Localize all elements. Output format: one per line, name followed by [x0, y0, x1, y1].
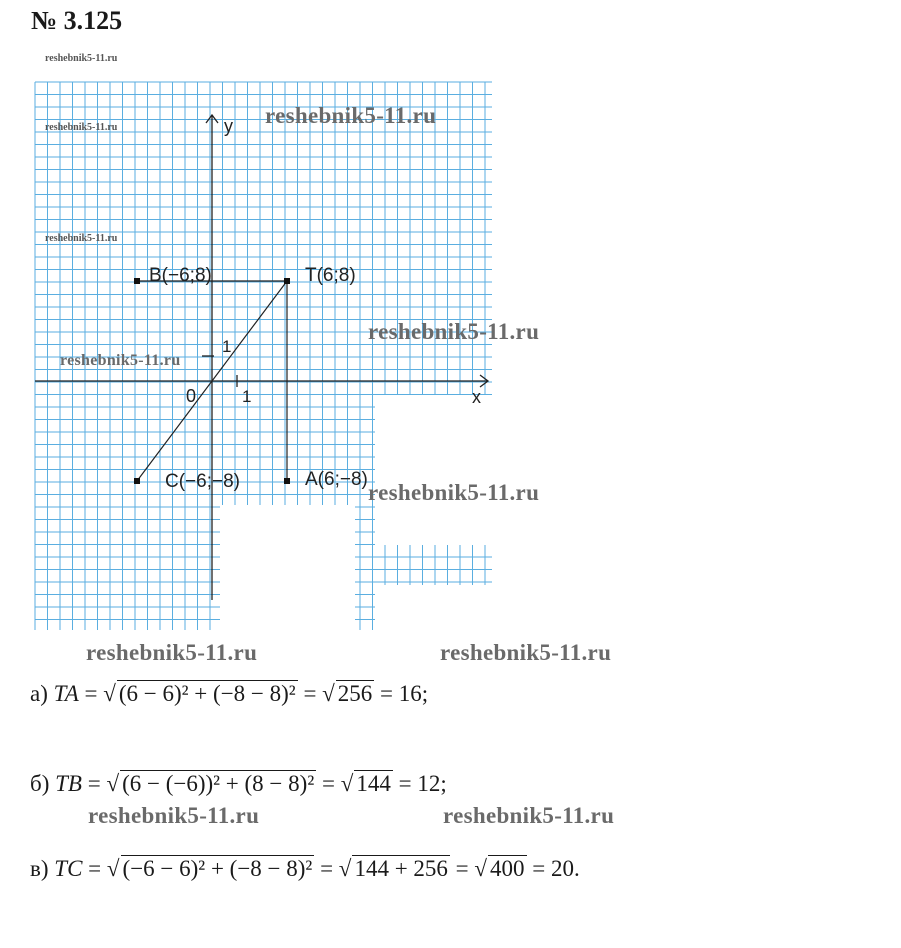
solution-a-name: TA: [53, 681, 79, 706]
point-label-C: C(−6;−8): [165, 471, 240, 492]
solution-a-result: 16: [398, 681, 422, 706]
solution-c-end: .: [574, 856, 580, 881]
watermark: reshebnik5-11.ru: [368, 480, 540, 505]
solution-b-name: TB: [55, 771, 82, 796]
solution-c-result: 20: [551, 856, 575, 881]
solution-a-end: ;: [421, 681, 429, 706]
y-axis-label: y: [224, 116, 233, 136]
point-label-T: T(6;8): [305, 265, 356, 286]
x-unit-label: 1: [242, 387, 252, 406]
solution-c-expr: (−6 − 6)² + (−8 − 8)²: [122, 856, 313, 881]
solution-b-expr: (6 − (−6))² + (8 − 8)²: [122, 771, 315, 796]
solution-b-root: 144: [356, 771, 391, 796]
origin-label: 0: [186, 386, 197, 406]
point-A: [284, 478, 290, 484]
watermark: reshebnik5-11.ru: [45, 53, 118, 64]
point-C: [134, 478, 140, 484]
solution-a-root: 256: [337, 681, 373, 706]
solution-c: в) TC = √ (−6 − 6)² + (−8 − 8)² = √ 144 + 256 = √ 400 = 20.: [30, 856, 580, 881]
solution-b-prefix: б): [30, 771, 50, 796]
x-axis-label: x: [472, 387, 481, 407]
blank-area: [220, 505, 355, 635]
point-T: [284, 278, 290, 284]
solution-c-prefix: в): [30, 856, 49, 881]
watermark: reshebnik5-11.ru: [86, 640, 258, 665]
watermark: reshebnik5-11.ru: [443, 803, 615, 828]
watermark: reshebnik5-11.ru: [60, 352, 181, 369]
blank-area: [375, 585, 495, 635]
watermark: reshebnik5-11.ru: [45, 233, 118, 244]
solution-a: а) TA = √ (6 − 6)² + (−8 − 8)² = √ 256 = 16;: [30, 681, 429, 706]
watermark: reshebnik5-11.ru: [45, 122, 118, 133]
solution-c-root1: 144 + 256: [354, 856, 448, 881]
problem-number: № 3.125: [31, 6, 123, 35]
solution-b-result: 12: [417, 771, 441, 796]
point-label-B: B(−6;8): [149, 265, 212, 286]
blank-area: [375, 395, 495, 545]
watermark: reshebnik5-11.ru: [440, 640, 612, 665]
y-unit-label: 1: [222, 337, 232, 356]
watermark: reshebnik5-11.ru: [88, 803, 260, 828]
point-B: [134, 278, 140, 284]
watermark: reshebnik5-11.ru: [265, 103, 437, 128]
solution-b-end: ;: [440, 771, 447, 796]
solution-c-root: 400: [490, 856, 525, 881]
solution-a-expr: (6 − 6)² + (−8 − 8)²: [118, 681, 296, 706]
point-label-A: A(6;−8): [305, 469, 368, 490]
solution-b: б) TB = √ (6 − (−6))² + (8 − 8)² = √ 144 = 12;: [30, 771, 447, 796]
solution-a-prefix: а): [30, 681, 48, 706]
watermark: reshebnik5-11.ru: [368, 319, 540, 344]
solution-c-name: TC: [54, 856, 83, 881]
